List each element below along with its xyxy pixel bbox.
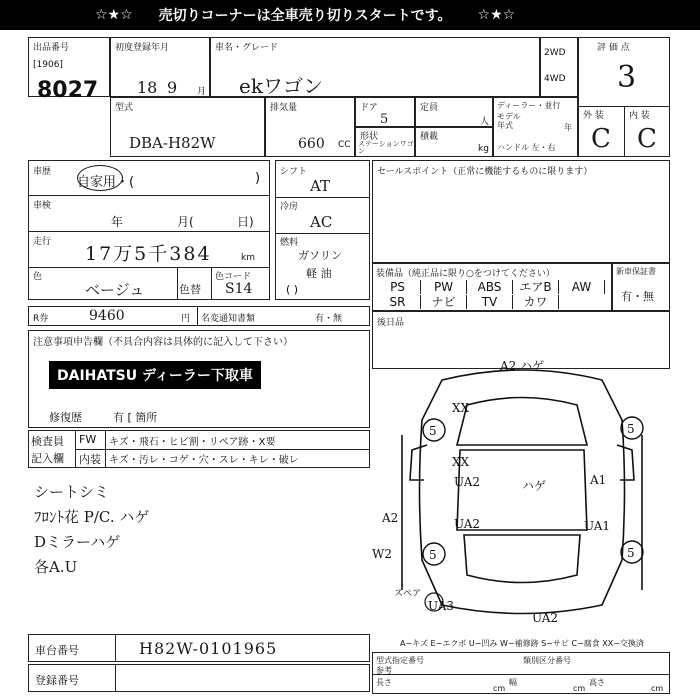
recycle-row: R券 9460 円 名変通知書類 有・無 — [28, 306, 370, 326]
equipment-item: PW — [421, 280, 467, 294]
car-name-box: 車名・グレード ekワゴン — [210, 37, 540, 97]
diagram-mark: UA2 — [454, 475, 481, 489]
windshield — [457, 398, 587, 446]
star-icon: ☆★☆ — [95, 7, 133, 23]
diagram-mark: XX — [452, 455, 470, 469]
plate-box: 登録番号 — [28, 664, 370, 692]
equipment-item: カワ — [513, 295, 559, 309]
spec-box: 型式指定番号 類別区分番号 参考 長さ cm 幅 cm 高さ cm — [372, 652, 670, 694]
car-name: ekワゴン — [239, 74, 323, 98]
history-panel: 車歴 自家用・( ) 車検 年 月( 日) 走行 17万5千384 km 色 ベージュ 色替 色コード S14 — [28, 160, 270, 300]
registration-box: 初度登録年月 18 9 月 — [110, 37, 210, 97]
mirror-right — [617, 445, 634, 480]
diagram-mark: UA1 — [584, 519, 611, 533]
lot-number: 8027 — [37, 78, 99, 103]
lot-box: 出品番号 [1906] 8027 — [28, 37, 110, 97]
rear-window — [464, 535, 580, 583]
equipment-item: TV — [467, 295, 513, 309]
equipment-item: SR — [375, 295, 421, 309]
dealer-box: ディーラー・並行 モデル 年式 年 ハンドル 左・右 — [493, 97, 578, 157]
displacement-box: 排気量 660 CC — [265, 97, 355, 157]
star-icon: ☆★☆ — [477, 7, 516, 23]
car-damage-diagram — [372, 350, 670, 630]
tire-mark: 5 — [627, 422, 635, 436]
capacity-box: 定員 人 — [415, 97, 493, 127]
diagram-mark: UA2 — [454, 517, 481, 531]
diagram-mark: ハゲ — [522, 479, 547, 493]
notes-box: 注意事項申告欄（不具合内容は具体的に記入して下さい） DAIHATSU ディーラー下取車 修復歴 有 [ 箇所 — [28, 330, 370, 428]
diagram-mark: A2 — [382, 511, 399, 525]
chassis-box: 車台番号 H82W-0101965 — [28, 634, 370, 662]
diagram-mark: スペア — [394, 589, 422, 599]
model-box: 型式 DBA-H82W — [110, 97, 265, 157]
inspector-box: 検査員 記入欄 FW 内装 キズ・飛石・ヒビ割・リペア跡・X要 キズ・汚レ・コゲ・穴・スレ・キレ・破レ — [28, 430, 370, 468]
header-banner — [0, 0, 700, 30]
dealer-trade-in-tag: DAIHATSU ディーラー下取車 — [49, 361, 261, 389]
damage-legend: A−キズ E−エクボ U−凹み W−補修跡 S−サビ C−腐食 XX−交換済 — [400, 639, 644, 648]
equipment-item: AW — [559, 280, 605, 294]
diagram-mark: A1 — [590, 473, 607, 487]
diagram-mark: XX — [452, 401, 470, 415]
load-box: 積載 kg — [415, 127, 493, 157]
diagram-mark: UA2 — [532, 611, 559, 625]
note-line: 各A.U — [34, 558, 78, 576]
mileage-value: 17万5千384 — [85, 243, 212, 265]
equipment-box: 装備品（純正品に限り○をつけてください） PS PW ABS エアB AW SR ナビ TV カワ — [372, 263, 612, 311]
note-line: シートシミ — [34, 483, 110, 501]
drivetrain-panel: シフト AT 冷房 AC 燃料 ガソリン 軽 油 ( ) — [275, 160, 370, 300]
equipment-row-1 — [375, 280, 605, 294]
equipment-item: PS — [375, 280, 421, 294]
back-items-box: 後日品 — [372, 311, 670, 369]
banner-text: 売切りコーナーは全車売り切りスタートです。 — [158, 8, 452, 24]
equipment-item: エアB — [513, 280, 559, 294]
tire-mark: 5 — [429, 548, 437, 562]
sales-point-box: セールスポイント（正常に機能するものに限ります） — [372, 160, 670, 263]
tire-mark: 5 — [429, 424, 437, 438]
doors-box: ドア 5 — [355, 97, 415, 127]
mirror-left — [410, 445, 427, 480]
diagram-mark: W2 — [372, 547, 392, 561]
equipment-row-2 — [375, 295, 559, 309]
drive-box: 2WD 4WD — [540, 37, 578, 97]
model-code: DBA-H82W — [129, 134, 216, 152]
tire-mark: 5 — [627, 546, 635, 560]
note-line: Dミラーハゲ — [34, 533, 121, 551]
history-circle — [77, 165, 123, 191]
new-car-warranty-box: 新車保証書 有・無 — [612, 263, 670, 311]
note-line: ﾌﾛﾝﾄ花 P/C. ハゲ — [34, 508, 150, 526]
equipment-item: ABS — [467, 280, 513, 294]
diagram-mark: A2.ハゲ — [500, 359, 545, 373]
shape-box: 形状 ステーションワゴン — [355, 127, 415, 157]
grade-box: 評 価 点 3 外 装 内 装 C C — [578, 37, 670, 157]
diagram-mark: UA3 — [428, 599, 455, 613]
equipment-item: ナビ — [421, 295, 467, 309]
grade-score: 3 — [617, 60, 637, 95]
handwritten-notes — [34, 480, 149, 580]
chassis-number: H82W-0101965 — [139, 639, 278, 658]
